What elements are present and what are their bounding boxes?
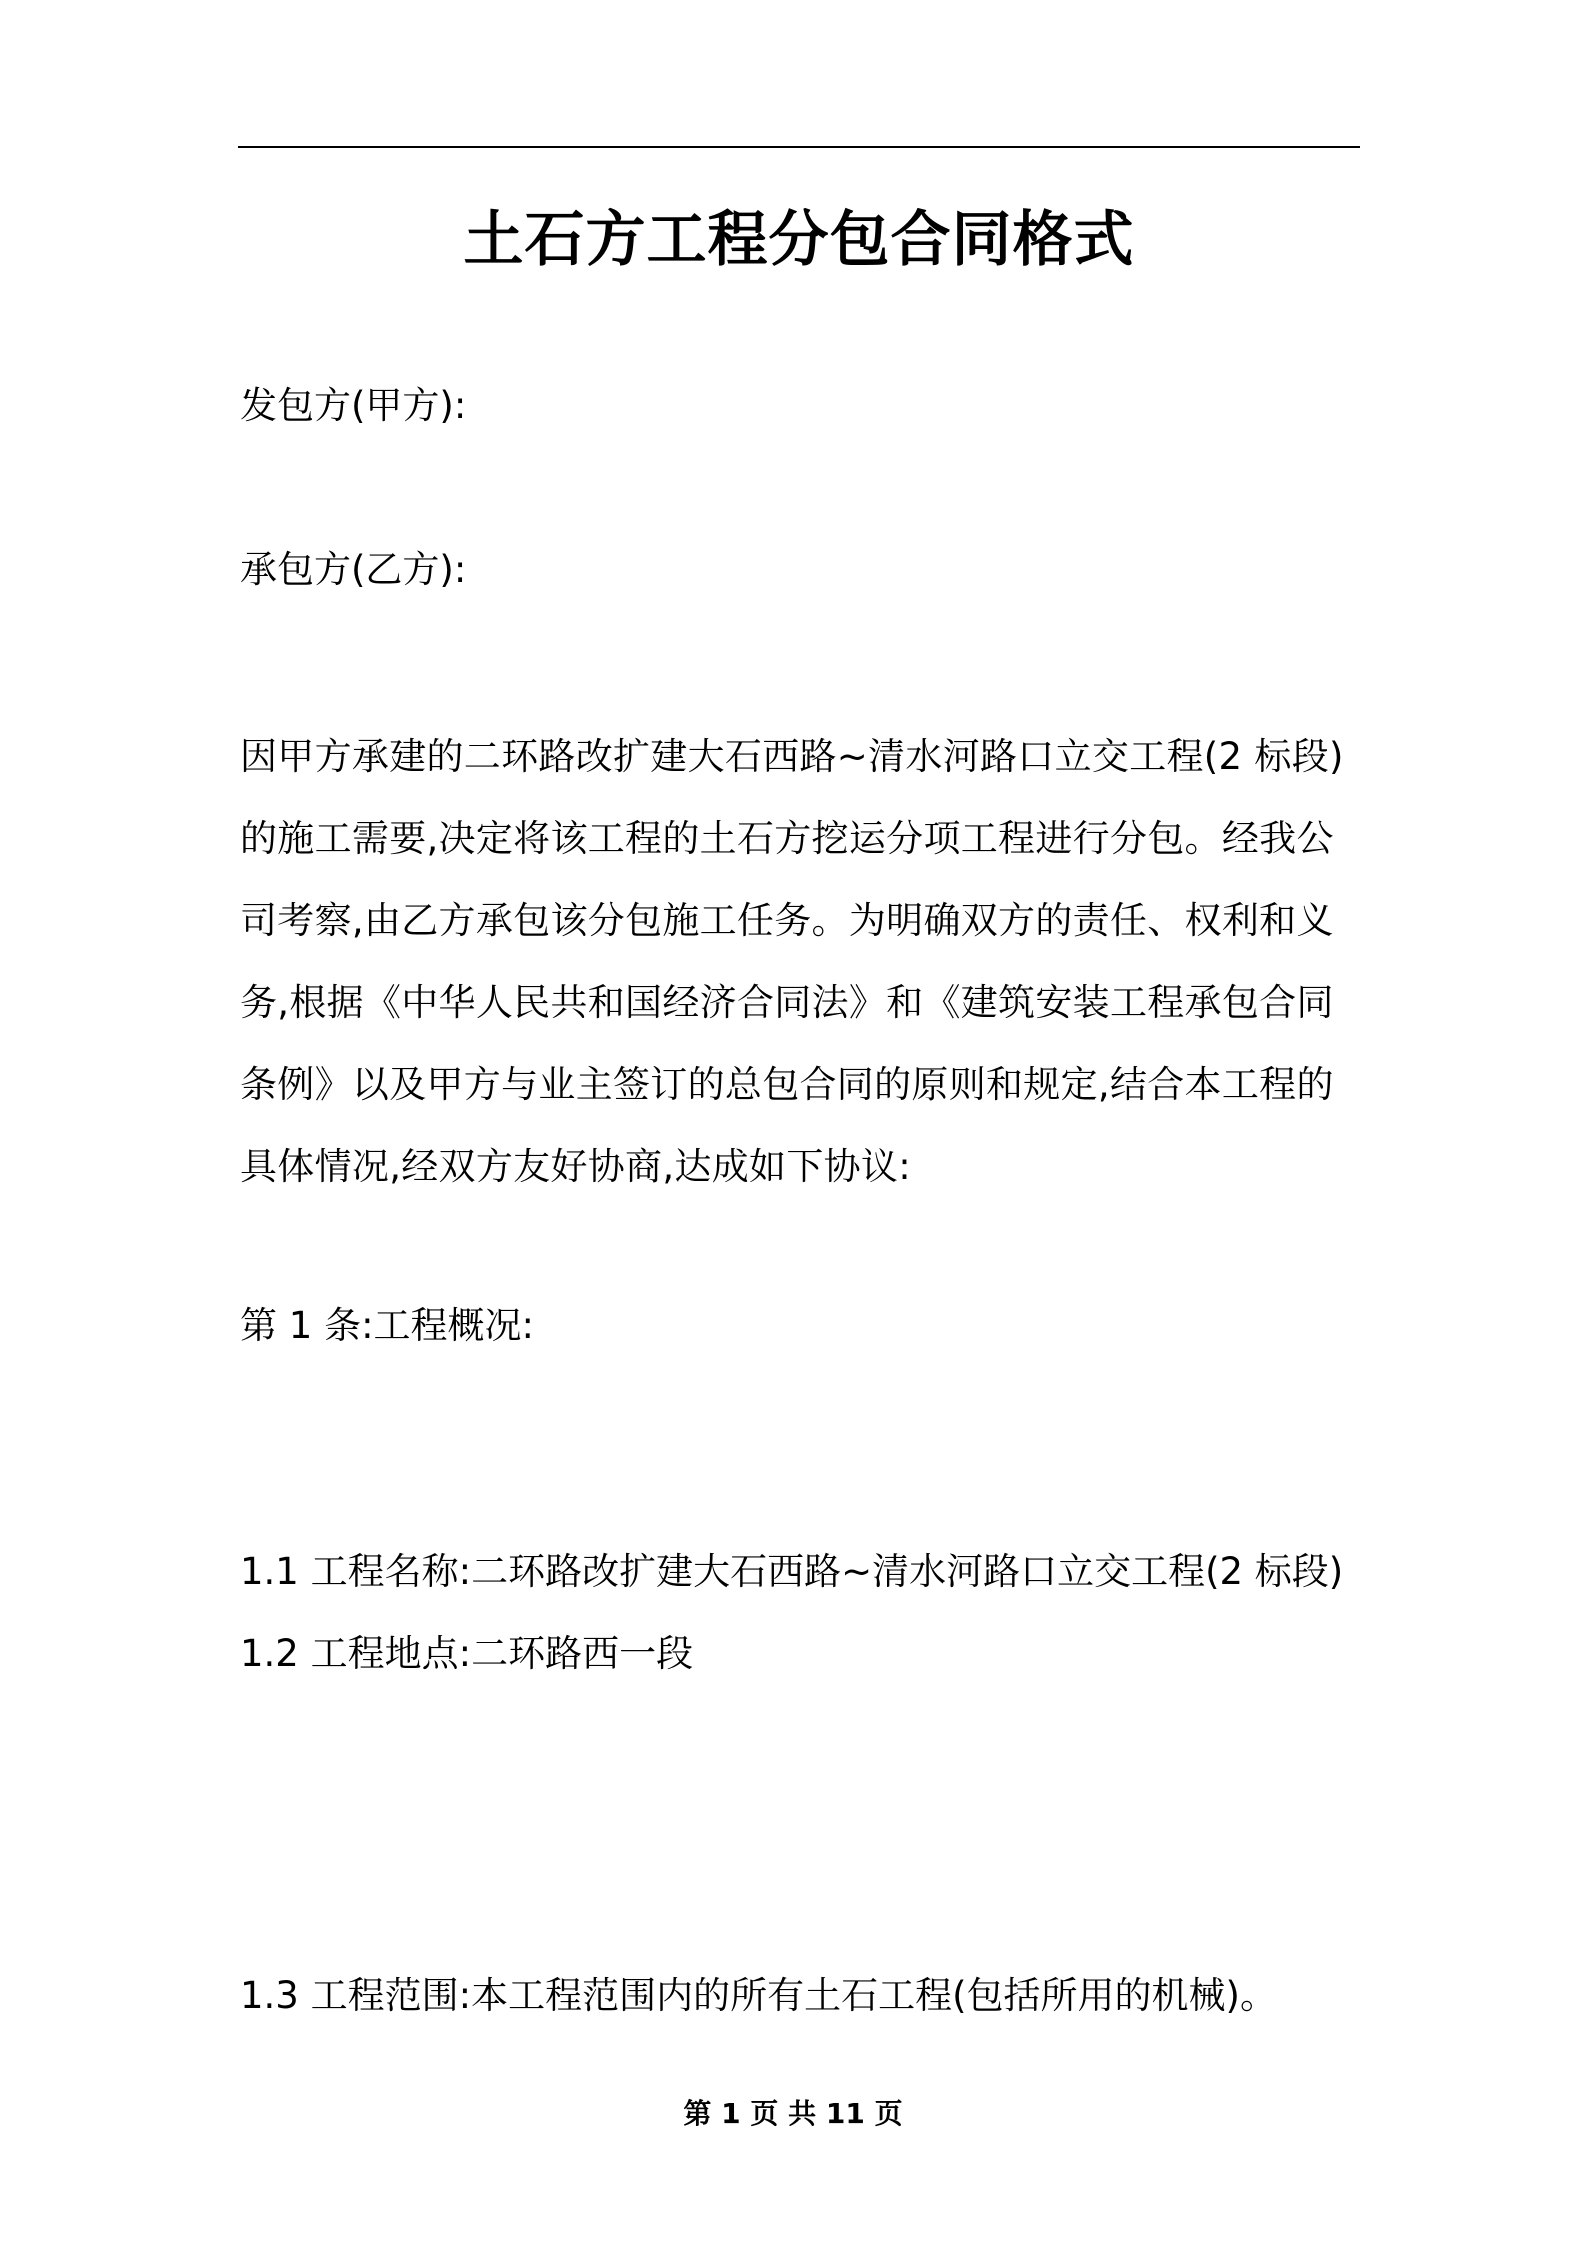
document-title: 土石方工程分包合同格式: [463, 205, 1135, 275]
item-1-2: 1.2 工程地点:二环路西一段: [240, 1632, 694, 1675]
header-rule: [238, 146, 1360, 148]
intro-line: 具体情况,经双方友好协商,达成如下协议:: [240, 1145, 911, 1188]
page-number: 第 1 页 共 11 页: [683, 2097, 903, 2130]
item-1-1: 1.1 工程名称:二环路改扩建大石西路~清水河路口立交工程(2 标段): [240, 1550, 1344, 1593]
party-a-label: 发包方(甲方):: [240, 384, 467, 427]
intro-paragraph: [240, 716, 1362, 1208]
article-1-heading: 第 1 条:工程概况:: [240, 1304, 534, 1347]
intro-line: 司考察,由乙方承包该分包施工任务。为明确双方的责任、权利和义: [240, 899, 1334, 942]
item-1-3: 1.3 工程范围:本工程范围内的所有土石工程(包括所用的机械)。: [240, 1974, 1277, 2017]
intro-line: 的施工需要,决定将该工程的土石方挖运分项工程进行分包。经我公: [240, 817, 1334, 860]
intro-line: 务,根据《中华人民共和国经济合同法》和《建筑安装工程承包合同: [240, 981, 1334, 1024]
intro-line: 条例》以及甲方与业主签订的总包合同的原则和规定,结合本工程的: [240, 1063, 1334, 1106]
intro-line: 因甲方承建的二环路改扩建大石西路~清水河路口立交工程(2 标段): [240, 735, 1344, 778]
party-b-label: 承包方(乙方):: [240, 548, 467, 591]
